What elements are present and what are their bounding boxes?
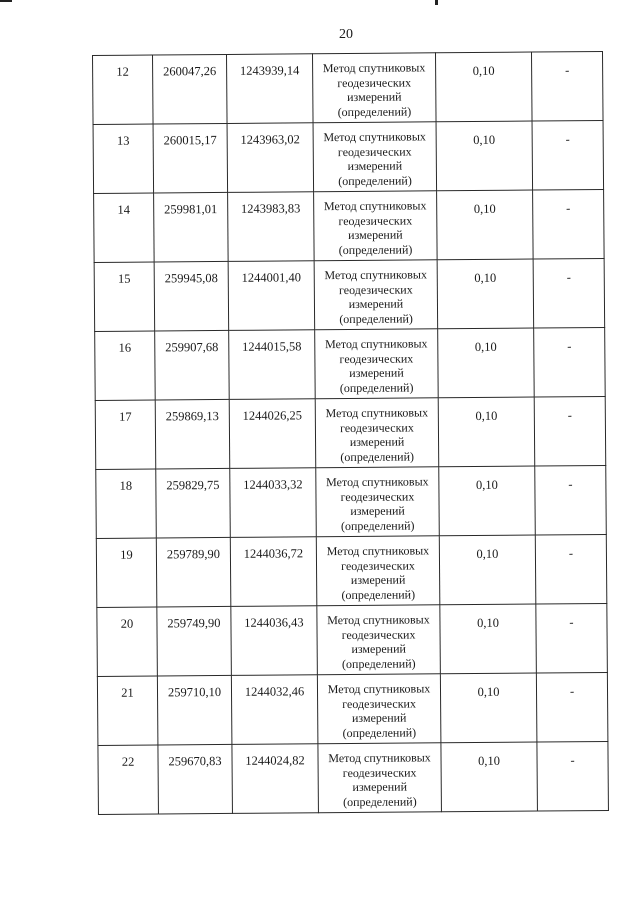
accuracy-cell: 0,10 — [437, 190, 534, 260]
accuracy-cell: 0,10 — [438, 397, 535, 467]
y-coordinate-cell: 1244036,72 — [230, 537, 317, 607]
table-row — [96, 534, 607, 607]
x-coordinate-cell: 259981,01 — [154, 192, 229, 262]
page-number: 20 — [339, 27, 353, 42]
accuracy-cell: 0,10 — [436, 121, 533, 191]
accuracy-cell: 0,10 — [441, 742, 538, 812]
x-coordinate-cell: 259945,08 — [154, 261, 229, 331]
point-number-cell: 13 — [93, 124, 154, 193]
point-number-cell: 20 — [97, 607, 158, 676]
table-row — [93, 51, 604, 124]
y-coordinate-cell: 1243939,14 — [226, 54, 313, 124]
method-cell: Метод спутниковых геодезических измерений (определений) — [317, 605, 441, 675]
accuracy-cell: 0,10 — [440, 604, 537, 674]
method-cell: Метод спутниковых геодезических измерений (определений) — [315, 398, 439, 468]
x-coordinate-cell: 259789,90 — [156, 537, 231, 607]
point-number-cell: 19 — [96, 538, 157, 607]
method-cell: Метод спутниковых геодезических измерений (определений) — [317, 674, 441, 744]
accuracy-cell: 0,10 — [435, 52, 532, 122]
method-cell: Метод спутниковых геодезических измерений (определений) — [314, 191, 438, 261]
y-coordinate-cell: 1244015,58 — [229, 330, 316, 400]
coordinates-table-wrapper — [92, 51, 609, 815]
x-coordinate-cell: 259869,13 — [155, 399, 230, 469]
point-number-cell: 12 — [93, 55, 154, 124]
accuracy-cell: 0,10 — [439, 466, 536, 536]
point-number-cell: 18 — [96, 469, 157, 538]
note-cell: - — [532, 120, 604, 190]
method-cell: Метод спутниковых геодезических измерений (определений) — [314, 260, 438, 330]
y-coordinate-cell: 1243963,02 — [227, 123, 314, 193]
y-coordinate-cell: 1244036,43 — [231, 606, 318, 676]
table-row — [98, 741, 609, 814]
x-coordinate-cell: 259829,75 — [156, 468, 231, 538]
method-cell: Метод спутниковых геодезических измерений (определений) — [313, 122, 437, 192]
accuracy-cell: 0,10 — [440, 673, 537, 743]
y-coordinate-cell: 1243983,83 — [228, 192, 315, 262]
point-number-cell: 16 — [95, 331, 156, 400]
accuracy-cell: 0,10 — [437, 259, 534, 329]
y-coordinate-cell: 1244001,40 — [228, 261, 315, 331]
y-coordinate-cell: 1244032,46 — [231, 675, 318, 745]
note-cell: - — [534, 396, 606, 466]
note-cell: - — [531, 51, 603, 121]
point-number-cell: 14 — [94, 193, 155, 262]
coordinates-table — [92, 51, 609, 815]
note-cell: - — [533, 189, 605, 259]
accuracy-cell: 0,10 — [439, 535, 536, 605]
scan-edge-mark — [0, 0, 12, 2]
x-coordinate-cell: 259670,83 — [158, 744, 233, 814]
table-row — [94, 189, 605, 262]
note-cell: - — [536, 603, 608, 673]
method-cell: Метод спутниковых геодезических измерений (определений) — [318, 743, 442, 813]
point-number-cell: 21 — [97, 676, 158, 745]
note-cell: - — [535, 534, 607, 604]
table-body — [93, 51, 609, 814]
point-number-cell: 15 — [94, 262, 155, 331]
note-cell: - — [533, 258, 605, 328]
table-row — [95, 396, 606, 469]
method-cell: Метод спутниковых геодезических измерений (определений) — [316, 536, 440, 606]
point-number-cell: 22 — [98, 745, 159, 814]
note-cell: - — [534, 327, 606, 397]
table-row — [95, 327, 606, 400]
method-cell: Метод спутниковых геодезических измерений (определений) — [316, 467, 440, 537]
y-coordinate-cell: 1244024,82 — [232, 744, 319, 814]
note-cell: - — [537, 741, 609, 811]
y-coordinate-cell: 1244026,25 — [229, 399, 316, 469]
x-coordinate-cell: 260015,17 — [153, 123, 228, 193]
note-cell: - — [535, 465, 607, 535]
table-row — [93, 120, 604, 193]
table-row — [96, 465, 607, 538]
table-row — [97, 603, 608, 676]
method-cell: Метод спутниковых геодезических измерений (определений) — [315, 329, 439, 399]
note-cell: - — [536, 672, 608, 742]
x-coordinate-cell: 260047,26 — [153, 54, 228, 124]
x-coordinate-cell: 259710,10 — [157, 675, 232, 745]
x-coordinate-cell: 259907,68 — [155, 330, 230, 400]
accuracy-cell: 0,10 — [438, 328, 535, 398]
y-coordinate-cell: 1244033,32 — [230, 468, 317, 538]
table-row — [94, 258, 605, 331]
x-coordinate-cell: 259749,90 — [157, 606, 232, 676]
method-cell: Метод спутниковых геодезических измерений (определений) — [312, 53, 436, 123]
scan-edge-mark — [435, 0, 438, 5]
point-number-cell: 17 — [95, 400, 156, 469]
table-row — [97, 672, 608, 745]
